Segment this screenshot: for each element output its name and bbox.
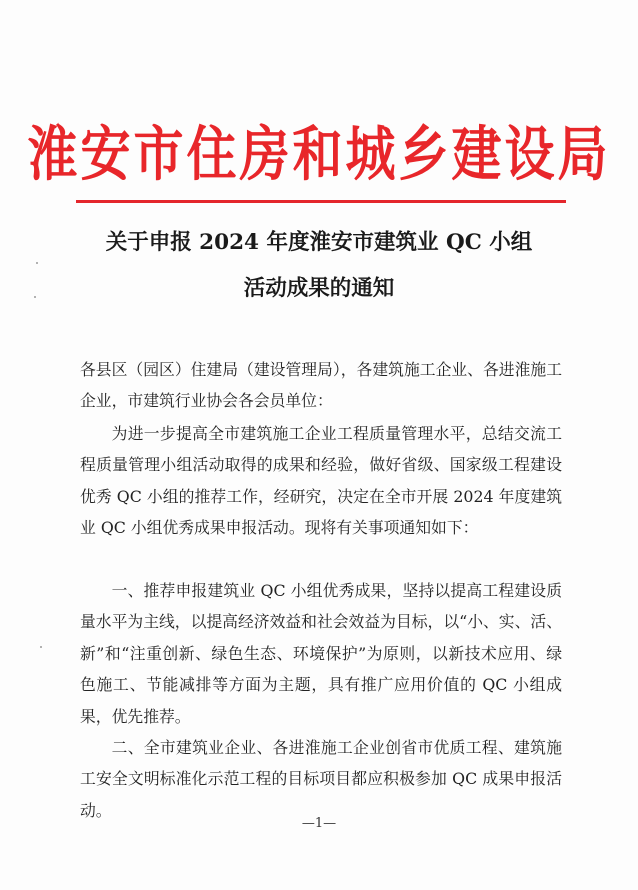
body-paragraph-1 — [80, 418, 562, 544]
salutation-paragraph — [80, 354, 562, 417]
document-title-line-2: 活动成果的通知 — [243, 276, 395, 301]
document-title-line-1: 关于申报 2024 年度淮安市建筑业 QC 小组 — [105, 230, 533, 255]
letterhead-red-rule — [76, 200, 566, 203]
salutation-text: 各县区（园区）住建局（建设管理局），各建筑施工企业、各进淮施工企业，市建筑行业协会各会员单位： — [80, 360, 562, 411]
scan-speck — [34, 296, 36, 298]
paragraph-3-text: 二、全市建筑业企业、各进淮施工企业创省市优质工程、建筑施工安全文明标准化示范工程的目标项目都应积极参加 QC 成果申报活动。 — [80, 738, 562, 820]
body-paragraph-3 — [80, 732, 562, 826]
paragraph-1-text: 为进一步提高全市建筑施工企业工程质量管理水平，总结交流工程质量管理小组活动取得的成果和经验，做好省级、国家级工程建设优秀 QC 小组的推荐工作，经研究，决定在全市开展 2024 年度建筑业 QC 小组优秀成果申报活动。现将有关事项通知如下： — [80, 424, 562, 538]
body-paragraph-2 — [80, 575, 562, 732]
paragraph-2-text: 一、推荐申报建筑业 QC 小组优秀成果，坚持以提高工程建设质量水平为主线，以提高经济效益和社会效益为目标，以“小、实、活、新”和“注重创新、绿色生态、环境保护”为原则，以新技术应用、绿色施工、节能减排等方面为主题，具有推广应用价值的 QC 小组成果，优先推荐。 — [80, 581, 562, 726]
page-number: —1— — [301, 816, 337, 831]
scan-speck — [36, 262, 38, 264]
letterhead-title: 淮安市住房和城乡建设局 — [27, 119, 611, 189]
scan-speck — [40, 646, 42, 648]
